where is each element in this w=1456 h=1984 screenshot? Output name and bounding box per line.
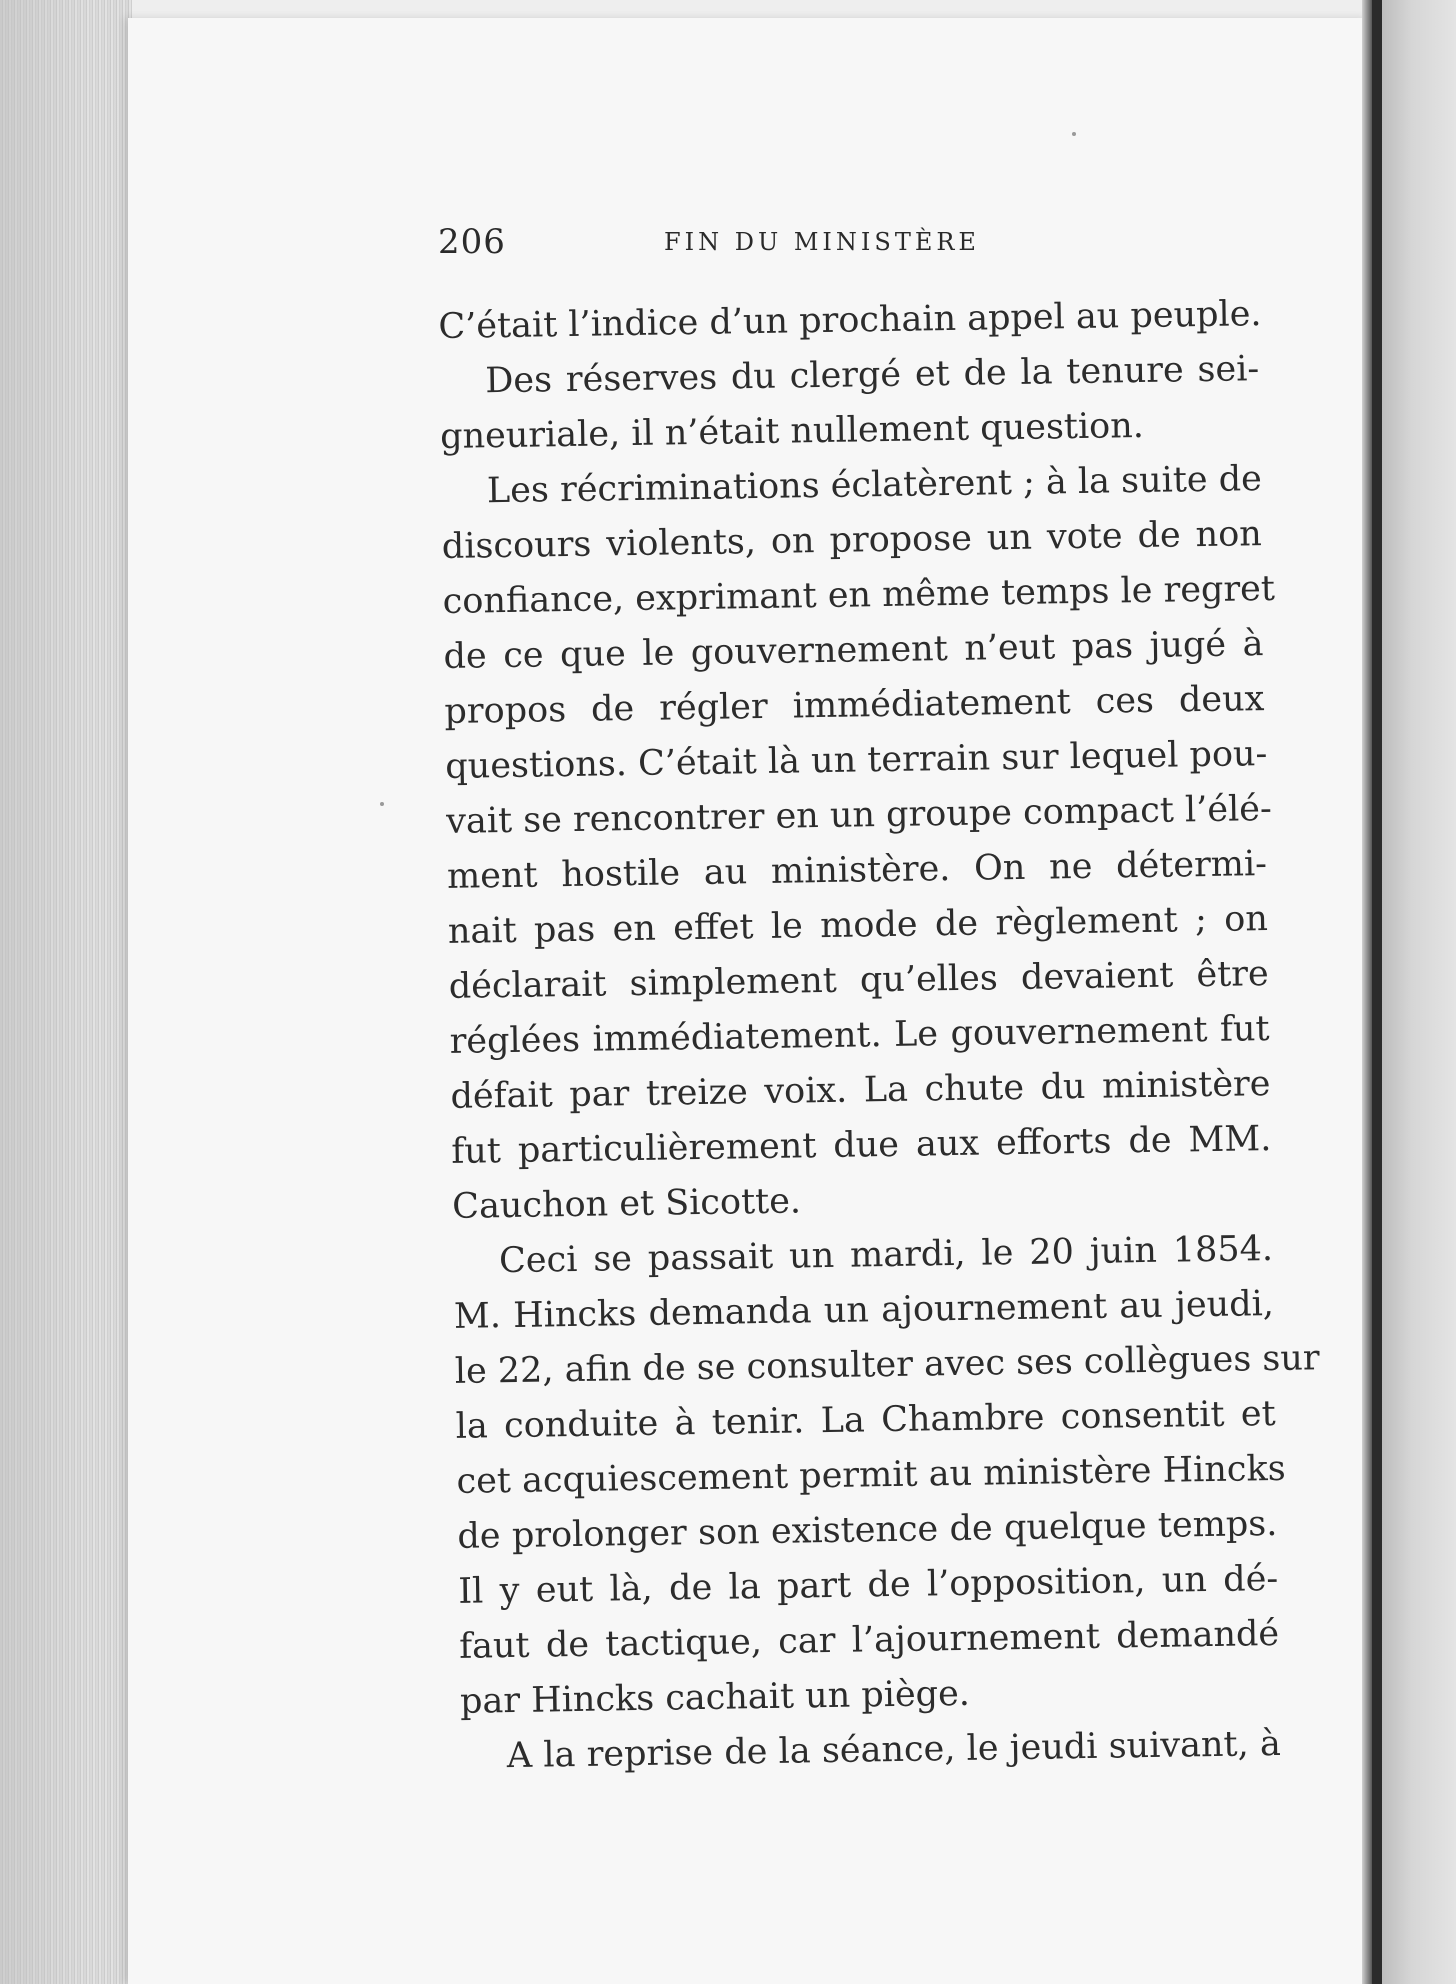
text-line: A la reprise de la séance, le jeudi suivant, à — [506, 1723, 1282, 1777]
text-line: ment hostile au ministère. On ne détermi- — [446, 844, 1268, 897]
text-line: fut particulièrement due aux efforts de MM. — [451, 1119, 1272, 1172]
text-line: faut de tactique, car l’ajournement demandé — [458, 1613, 1280, 1667]
text-line: Il y eut là, de la part de l’opposition, un dé- — [457, 1558, 1279, 1612]
text-line: Cauchon et Sicotte. — [451, 1181, 802, 1227]
text-line: gneuriale, il n’était nullement question. — [439, 405, 1145, 457]
paper-speck — [380, 802, 384, 806]
running-head — [438, 222, 1038, 272]
text-line: M. Hincks demanda un ajournement au jeudi, — [453, 1283, 1275, 1337]
text-line: propos de régler immédiatement ces deux — [444, 679, 1265, 732]
text-line: par Hincks cachait un piège. — [459, 1673, 971, 1722]
text-line: C’était l’indice d’un prochain appel au peuple. — [438, 294, 1262, 347]
text-line: cet acquiescement permit au ministère Hincks — [456, 1448, 1286, 1502]
gutter-shadow — [1372, 0, 1382, 1984]
body-text — [438, 287, 1320, 1785]
text-line: de ce que le gouvernement n’eut pas jugé à — [443, 624, 1264, 677]
text-line: confiance, exprimant en même temps le regret — [442, 568, 1276, 622]
text-line: le 22, afin de se consulter avec ses collègues sur — [454, 1338, 1320, 1392]
text-line: nait pas en effet le mode de règlement ; on — [447, 899, 1269, 952]
running-title: FIN DU MINISTÈRE — [664, 228, 980, 256]
text-line: discours violents, on propose un vote de non — [441, 514, 1263, 567]
text-line: la conduite à tenir. La Chambre consentit et — [455, 1393, 1276, 1447]
text-line: réglées immédiatement. Le gouvernement fut — [449, 1009, 1270, 1062]
text-line: Ceci se passait un mardi, le 20 juin 1854. — [498, 1229, 1274, 1282]
text-line: de prolonger son existence de quelque temps. — [457, 1503, 1278, 1557]
text-line: Les récriminations éclatèrent ; à la suite de — [486, 459, 1263, 512]
text-line: déclarait simplement qu’elles devaient être — [448, 954, 1270, 1007]
facing-page-edge — [1382, 0, 1456, 1984]
text-line: vait se rencontrer en un groupe compact l’élé- — [445, 788, 1273, 842]
page-edges-shading — [0, 0, 132, 1984]
text-line: Des réserves du clergé et de la tenure sei- — [484, 349, 1260, 402]
text-line: défait par treize voix. La chute du ministère — [450, 1064, 1271, 1117]
text-line: questions. C’était là un terrain sur lequel pou- — [445, 734, 1268, 787]
page-number: 206 — [438, 222, 506, 262]
paper-speck — [1072, 132, 1076, 136]
